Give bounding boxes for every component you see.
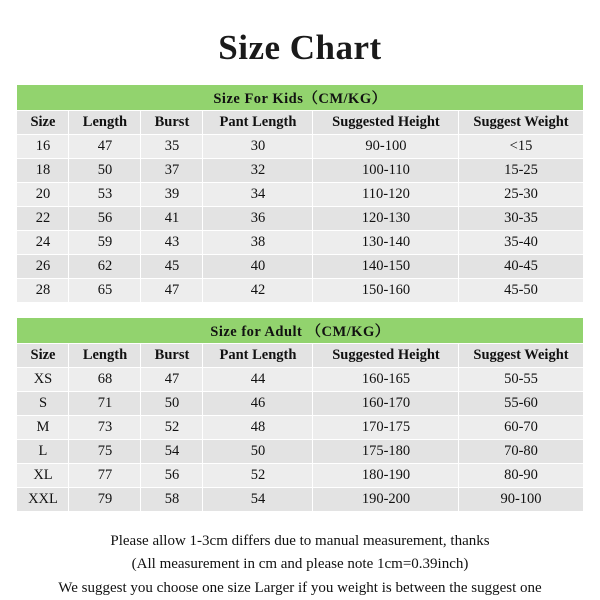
- cell-suggest-weight: 55-60: [459, 392, 583, 416]
- cell-pant-length: 34: [203, 183, 313, 207]
- cell-suggested-height: 180-190: [313, 464, 459, 488]
- table-row: [17, 440, 583, 464]
- cell-size: M: [17, 416, 69, 440]
- kids-header-size: Size: [17, 111, 69, 135]
- table-row: [17, 159, 583, 183]
- adult-table-band-row: [17, 318, 583, 344]
- cell-pant-length: 40: [203, 255, 313, 279]
- cell-suggested-height: 160-170: [313, 392, 459, 416]
- cell-burst: 37: [141, 159, 203, 183]
- cell-pant-length: 46: [203, 392, 313, 416]
- table-row: [17, 416, 583, 440]
- cell-length: 71: [69, 392, 141, 416]
- adult-header-size: Size: [17, 344, 69, 368]
- table-row: [17, 488, 583, 512]
- cell-length: 59: [69, 231, 141, 255]
- adult-header-suggested-height: Suggested Height: [313, 344, 459, 368]
- cell-pant-length: 50: [203, 440, 313, 464]
- table-row: [17, 207, 583, 231]
- note-line-2: (All measurement in cm and please note 1cm=0.39inch): [131, 556, 469, 573]
- kids-header-burst: Burst: [141, 111, 203, 135]
- cell-length: 53: [69, 183, 141, 207]
- cell-pant-length: 38: [203, 231, 313, 255]
- table-row: [17, 135, 583, 159]
- cell-pant-length: 48: [203, 416, 313, 440]
- note-line-3: We suggest you choose one size Larger if you weight is between the suggest one: [58, 579, 542, 596]
- cell-suggest-weight: 45-50: [459, 279, 583, 303]
- table-row: [17, 183, 583, 207]
- cell-suggest-weight: 30-35: [459, 207, 583, 231]
- cell-suggested-height: 170-175: [313, 416, 459, 440]
- adult-table-header-row: [17, 344, 583, 368]
- kids-header-suggested-height: Suggested Height: [313, 111, 459, 135]
- cell-length: 73: [69, 416, 141, 440]
- cell-size: 22: [17, 207, 69, 231]
- table-spacer: [0, 303, 600, 317]
- cell-burst: 56: [141, 464, 203, 488]
- cell-pant-length: 36: [203, 207, 313, 231]
- cell-length: 50: [69, 159, 141, 183]
- cell-suggest-weight: <15: [459, 135, 583, 159]
- cell-suggest-weight: 60-70: [459, 416, 583, 440]
- cell-size: 28: [17, 279, 69, 303]
- table-row: [17, 279, 583, 303]
- cell-pant-length: 30: [203, 135, 313, 159]
- cell-suggested-height: 140-150: [313, 255, 459, 279]
- cell-pant-length: 44: [203, 368, 313, 392]
- cell-pant-length: 42: [203, 279, 313, 303]
- cell-suggested-height: 110-120: [313, 183, 459, 207]
- adult-table-band-label: Size for Adult （CM/KG）: [17, 318, 583, 344]
- cell-suggested-height: 100-110: [313, 159, 459, 183]
- cell-length: 75: [69, 440, 141, 464]
- kids-size-table: [16, 84, 583, 303]
- cell-suggest-weight: 90-100: [459, 488, 583, 512]
- adult-size-table: [16, 317, 583, 512]
- cell-suggest-weight: 70-80: [459, 440, 583, 464]
- adult-header-length: Length: [69, 344, 141, 368]
- cell-size: XXL: [17, 488, 69, 512]
- cell-size: 26: [17, 255, 69, 279]
- table-row: [17, 231, 583, 255]
- table-row: [17, 464, 583, 488]
- note-line-1: Please allow 1-3cm differs due to manual measurement, thanks: [110, 533, 490, 549]
- cell-pant-length: 54: [203, 488, 313, 512]
- cell-size: L: [17, 440, 69, 464]
- kids-header-pant-length: Pant Length: [203, 111, 313, 135]
- cell-burst: 50: [141, 392, 203, 416]
- adult-header-suggest-weight: Suggest Weight: [459, 344, 583, 368]
- cell-suggest-weight: 80-90: [459, 464, 583, 488]
- cell-suggested-height: 160-165: [313, 368, 459, 392]
- cell-burst: 47: [141, 368, 203, 392]
- cell-burst: 58: [141, 488, 203, 512]
- kids-table-header-row: [17, 111, 583, 135]
- cell-suggest-weight: 50-55: [459, 368, 583, 392]
- cell-burst: 45: [141, 255, 203, 279]
- kids-table-band-label: Size For Kids（CM/KG）: [17, 85, 583, 111]
- cell-length: 77: [69, 464, 141, 488]
- cell-pant-length: 32: [203, 159, 313, 183]
- cell-suggested-height: 175-180: [313, 440, 459, 464]
- kids-header-length: Length: [69, 111, 141, 135]
- cell-burst: 41: [141, 207, 203, 231]
- cell-length: 56: [69, 207, 141, 231]
- cell-burst: 47: [141, 279, 203, 303]
- cell-size: XL: [17, 464, 69, 488]
- cell-suggested-height: 150-160: [313, 279, 459, 303]
- cell-length: 65: [69, 279, 141, 303]
- cell-size: 18: [17, 159, 69, 183]
- page-title: Size Chart: [218, 28, 382, 67]
- cell-suggest-weight: 15-25: [459, 159, 583, 183]
- notes-block: [0, 530, 600, 600]
- cell-burst: 39: [141, 183, 203, 207]
- cell-suggest-weight: 25-30: [459, 183, 583, 207]
- cell-length: 47: [69, 135, 141, 159]
- table-row: [17, 392, 583, 416]
- cell-size: 24: [17, 231, 69, 255]
- cell-burst: 54: [141, 440, 203, 464]
- cell-length: 62: [69, 255, 141, 279]
- cell-length: 79: [69, 488, 141, 512]
- cell-suggested-height: 130-140: [313, 231, 459, 255]
- cell-size: XS: [17, 368, 69, 392]
- cell-burst: 43: [141, 231, 203, 255]
- cell-size: 20: [17, 183, 69, 207]
- cell-suggest-weight: 40-45: [459, 255, 583, 279]
- cell-pant-length: 52: [203, 464, 313, 488]
- cell-burst: 35: [141, 135, 203, 159]
- adult-header-pant-length: Pant Length: [203, 344, 313, 368]
- kids-table-band-row: [17, 85, 583, 111]
- cell-size: S: [17, 392, 69, 416]
- adult-header-burst: Burst: [141, 344, 203, 368]
- kids-header-suggest-weight: Suggest Weight: [459, 111, 583, 135]
- cell-suggest-weight: 35-40: [459, 231, 583, 255]
- cell-burst: 52: [141, 416, 203, 440]
- cell-size: 16: [17, 135, 69, 159]
- cell-suggested-height: 90-100: [313, 135, 459, 159]
- table-row: [17, 255, 583, 279]
- cell-suggested-height: 120-130: [313, 207, 459, 231]
- cell-suggested-height: 190-200: [313, 488, 459, 512]
- table-row: [17, 368, 583, 392]
- cell-length: 68: [69, 368, 141, 392]
